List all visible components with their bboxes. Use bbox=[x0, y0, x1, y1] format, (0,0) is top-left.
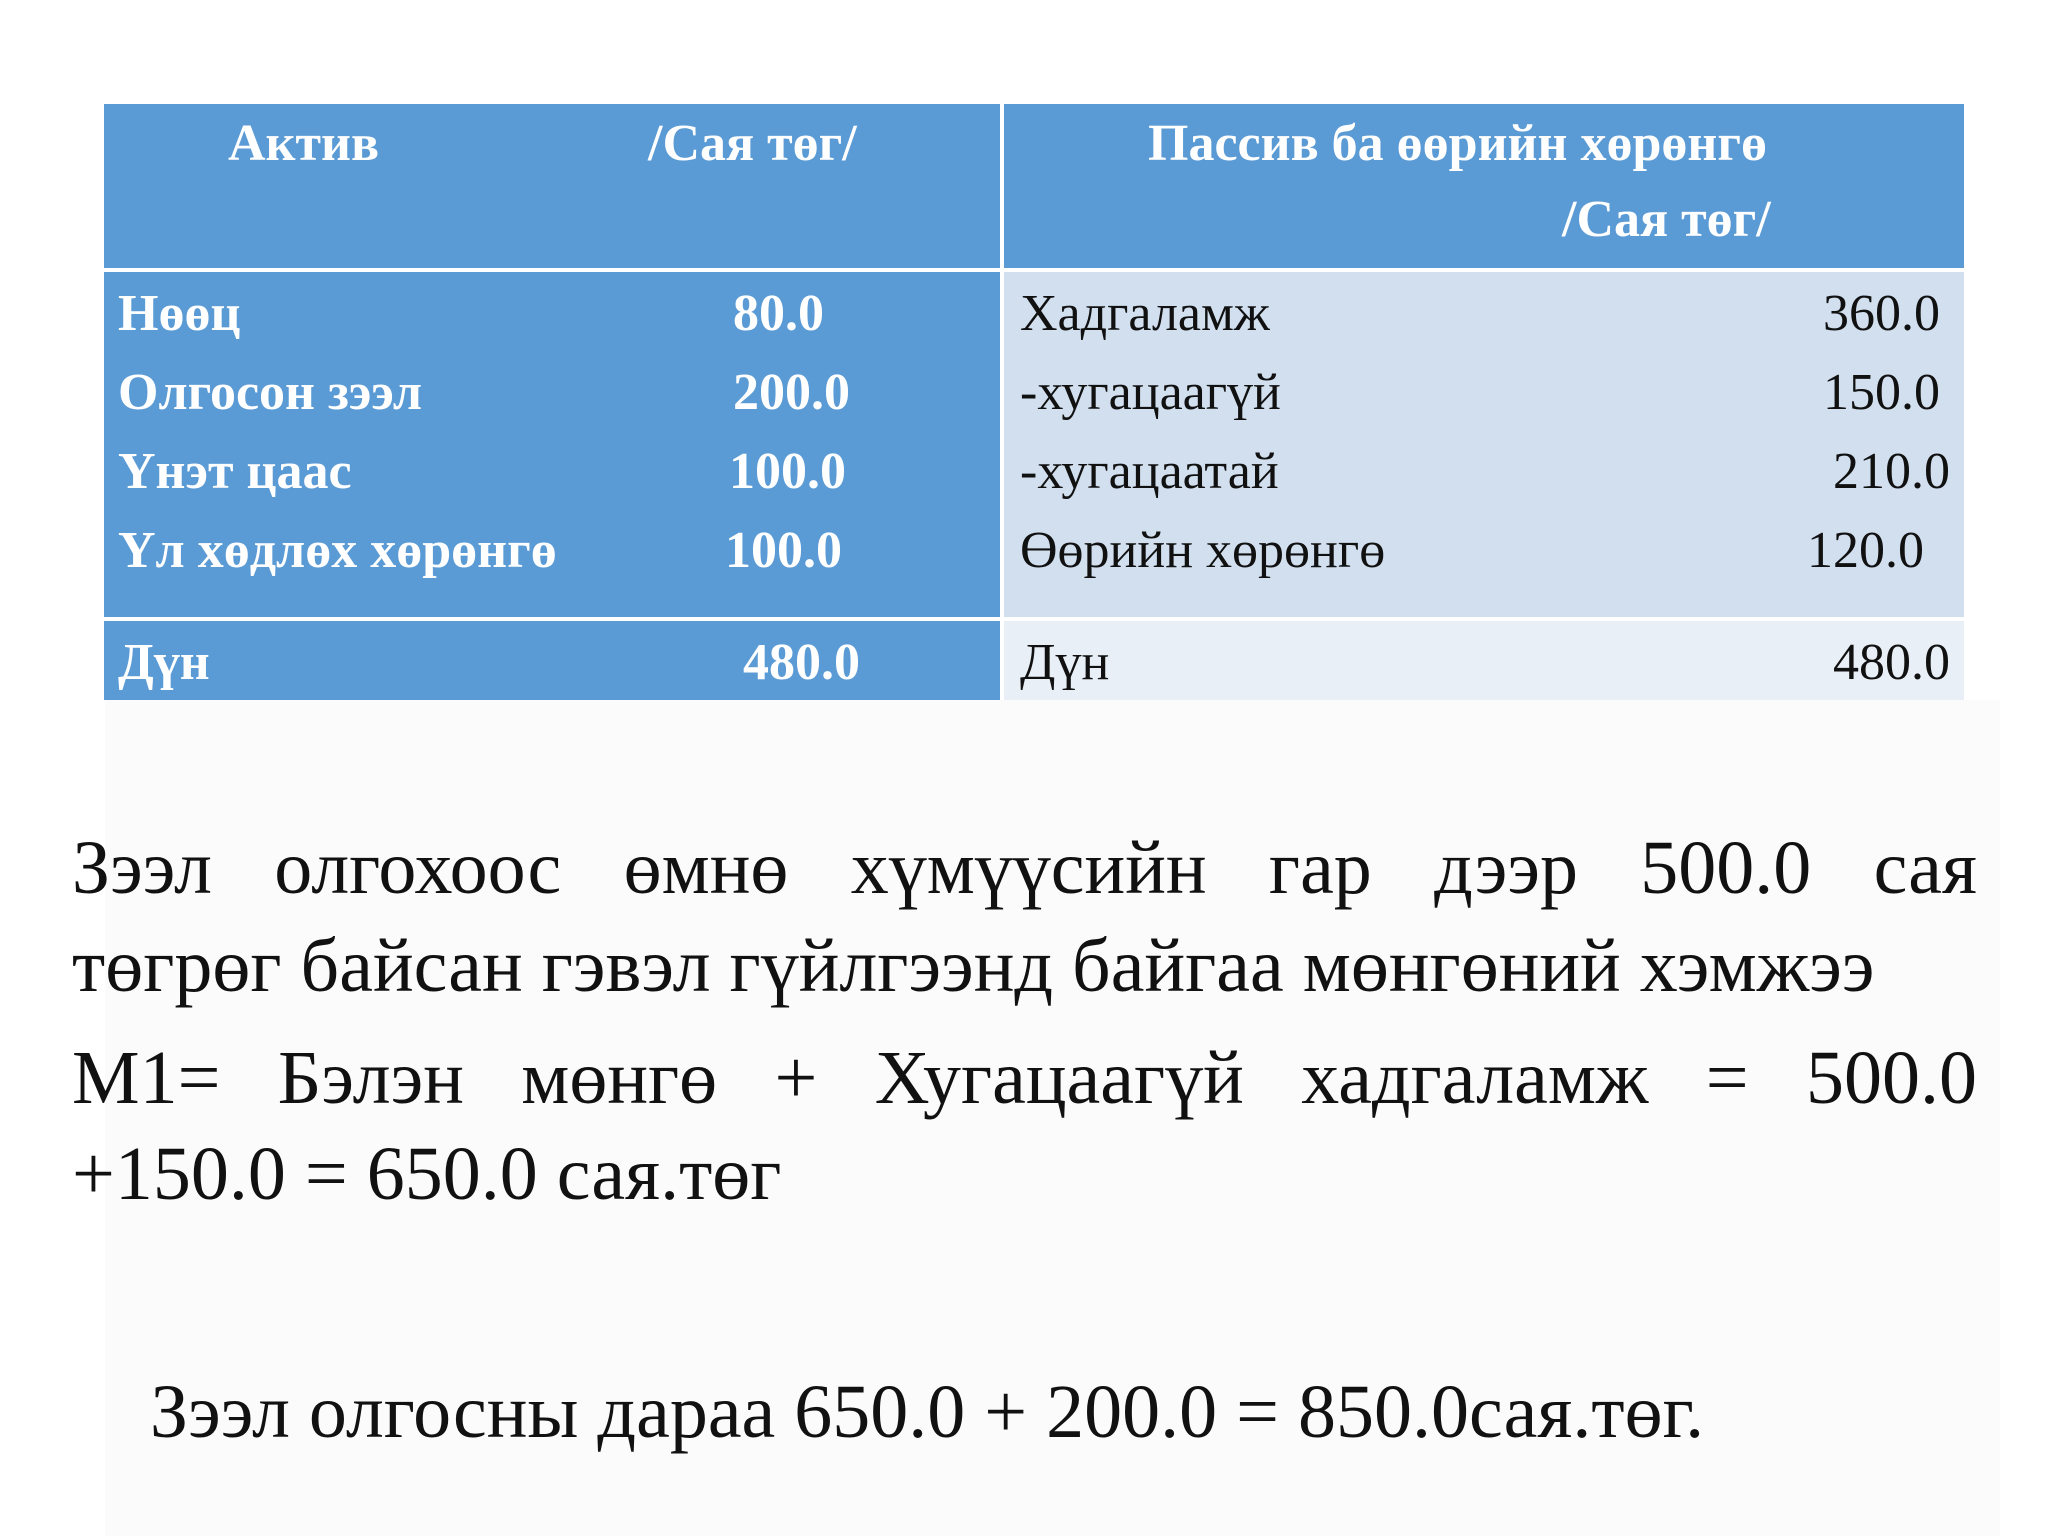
asset-value: 200.0 bbox=[733, 364, 850, 421]
liability-label: -хугацаатай bbox=[1020, 443, 1279, 500]
asset-label: Олгосон зээл bbox=[118, 364, 423, 421]
formula-line: М1= Бэлэн мөнгө + Хугацаагүй хадгаламж = 500.0 bbox=[72, 1036, 1977, 1120]
total-label: Дүн bbox=[118, 634, 210, 691]
total-label: Дүн bbox=[1020, 634, 1110, 691]
asset-label: Үнэт цаас bbox=[118, 443, 352, 500]
liability-value: 210.0 bbox=[1833, 443, 1950, 500]
asset-label: Нөөц bbox=[118, 285, 241, 342]
text-line: Зээл олгохоос өмнө хүмүүсийн гар дээр 500.0 сая bbox=[72, 826, 1977, 910]
balance-sheet-table bbox=[104, 104, 1964, 700]
text-line: төгрөг байсан гэвэл гүйлгээнд байгаа мөнгөний хэмжээ bbox=[72, 924, 1875, 1008]
liabilities-header bbox=[1004, 104, 1964, 268]
liability-value: 150.0 bbox=[1823, 364, 1940, 421]
liabilities-header-title: Пассив ба өөрийн хөрөнгө bbox=[1148, 115, 1767, 172]
total-value: 480.0 bbox=[743, 634, 860, 691]
assets-header-unit: /Сая төг/ bbox=[648, 115, 857, 172]
formula-line: +150.0 = 650.0 сая.төг bbox=[72, 1132, 782, 1216]
liability-label: Өөрийн хөрөнгө bbox=[1020, 522, 1386, 579]
asset-value: 100.0 bbox=[729, 443, 846, 500]
total-value: 480.0 bbox=[1833, 634, 1950, 691]
liabilities-header-unit: /Сая төг/ bbox=[1562, 191, 1771, 248]
liabilities-body bbox=[1004, 272, 1964, 617]
liability-value: 120.0 bbox=[1807, 522, 1924, 579]
conclusion-line: Зээл олгосны дараа 650.0 + 200.0 = 850.0сая.төг. bbox=[150, 1370, 1705, 1454]
assets-header bbox=[104, 104, 1000, 268]
asset-label: Үл хөдлөх хөрөнгө bbox=[118, 522, 557, 579]
assets-body bbox=[104, 272, 1000, 617]
assets-total-row bbox=[104, 621, 1000, 700]
liability-label: -хугацаагүй bbox=[1020, 364, 1281, 421]
liability-value: 360.0 bbox=[1823, 285, 1940, 342]
assets-header-title: Актив bbox=[228, 115, 380, 172]
liability-label: Хадгаламж bbox=[1020, 285, 1270, 342]
asset-value: 80.0 bbox=[733, 285, 824, 342]
liabilities-total-row bbox=[1004, 621, 1964, 700]
asset-value: 100.0 bbox=[725, 522, 842, 579]
